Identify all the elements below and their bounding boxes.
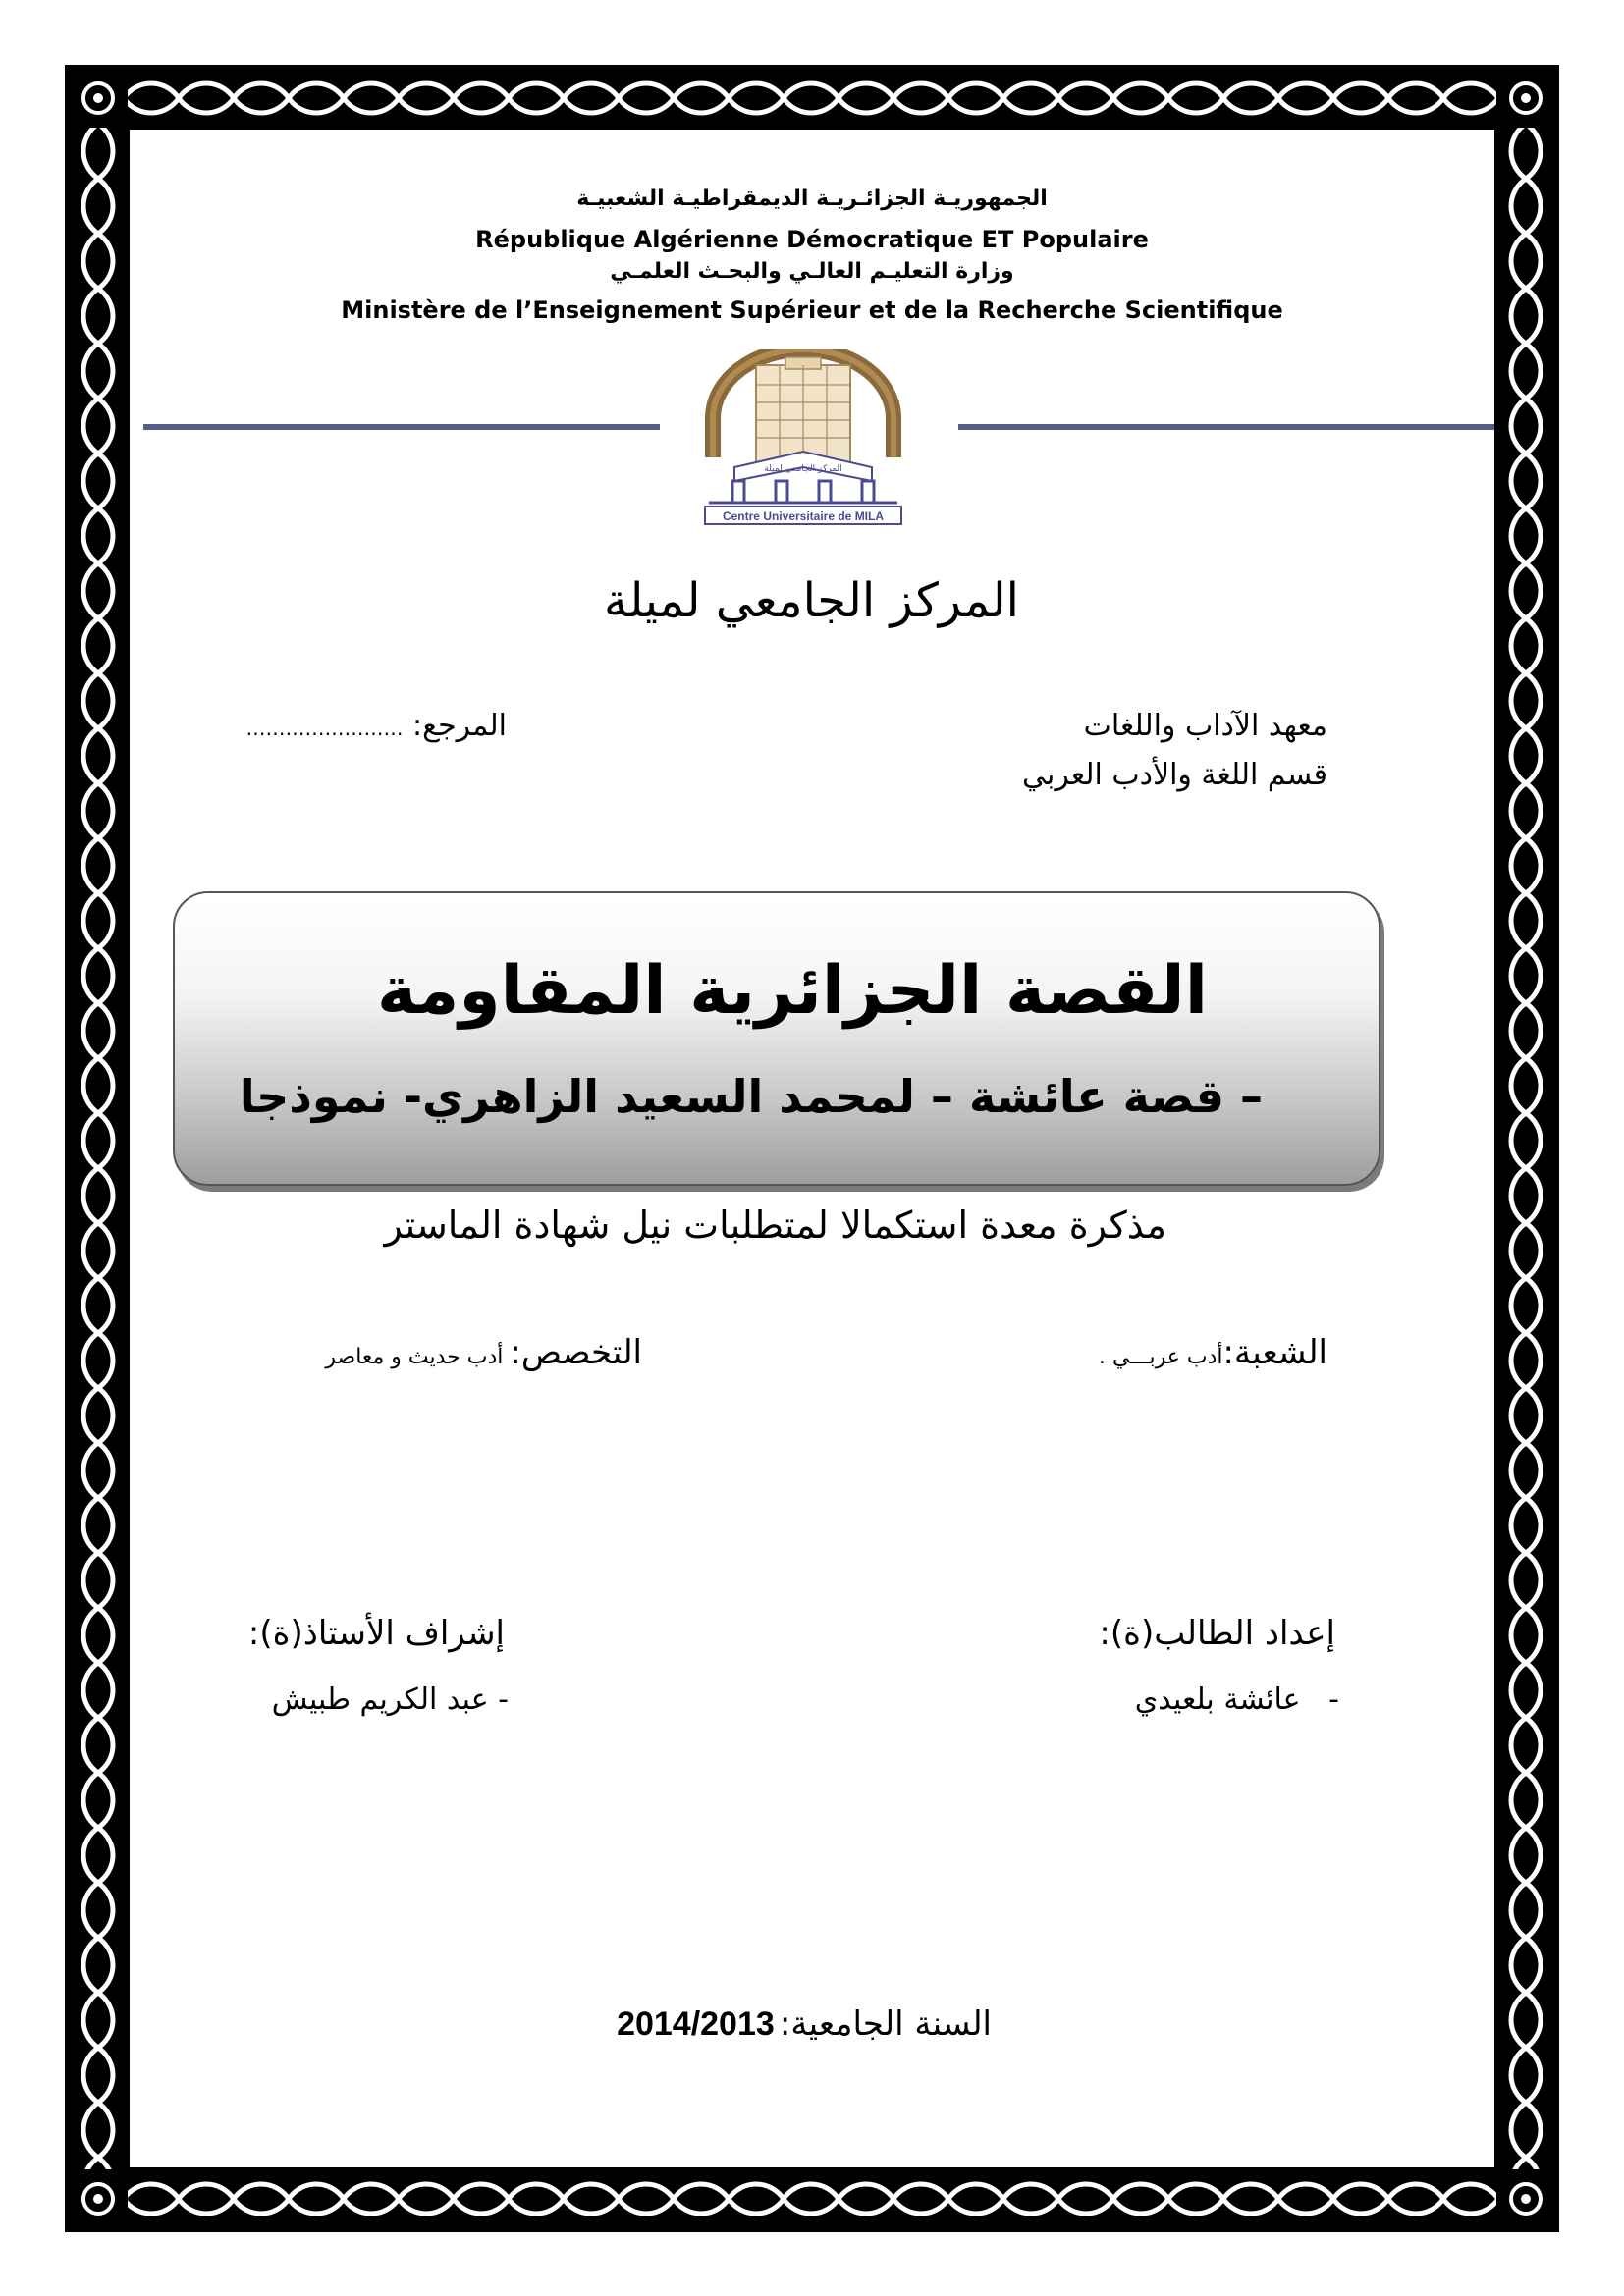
department-name: قسم اللغة والأدب العربي bbox=[1021, 758, 1327, 792]
corner-ornament-top-right bbox=[1496, 69, 1555, 128]
reference-field bbox=[245, 709, 507, 743]
student-entry bbox=[1135, 1682, 1339, 1717]
branch-field bbox=[1099, 1333, 1327, 1372]
republic-arabic: الجمهوريـة الجزائـريـة الديمقراطيـة الشعبيـة bbox=[576, 187, 1048, 211]
corner-ornament-bottom-right bbox=[1496, 2169, 1555, 2228]
academic-year-value: 2014/2013 bbox=[617, 2005, 775, 2043]
university-logo bbox=[695, 349, 911, 526]
header-rule-left bbox=[143, 424, 660, 430]
thesis-title-box bbox=[173, 891, 1380, 1186]
specialty-field bbox=[325, 1333, 642, 1372]
corner-ornament-bottom-left bbox=[69, 2169, 128, 2228]
thesis-subtitle: – قصة عائشة – لمحمد السعيد الزاهري- نموذجا bbox=[239, 1070, 1263, 1123]
border-chain-bottom bbox=[69, 2169, 1555, 2228]
specialty-value: أدب حديث و معاصر bbox=[325, 1345, 511, 1369]
thesis-purpose: مذكرة معدة استكمالا لمتطلبات نيل شهادة الماستر bbox=[384, 1203, 1166, 1247]
student-label: إعداد الطالب(ة): bbox=[1099, 1614, 1335, 1653]
branch-value: أدب عربـــي . bbox=[1098, 1345, 1223, 1369]
logo-inner-text: المركز الجامعي لميلة bbox=[764, 464, 842, 474]
thesis-title: القصة الجزائرية المقاومة bbox=[377, 952, 1208, 1030]
ministry-french: Ministère de l’Enseignement Supérieur et de la Recherche Scientifique bbox=[341, 296, 1283, 324]
border-chain-right bbox=[1496, 69, 1555, 2228]
institution-name: المركز الجامعي لميلة bbox=[604, 573, 1019, 628]
supervisor-name: - عبد الكريم طبيش bbox=[271, 1682, 509, 1717]
corner-ornament-top-left bbox=[69, 69, 128, 128]
logo-caption: Centre Universitaire de MILA bbox=[722, 509, 885, 523]
academic-year-label: السنة الجامعية: bbox=[779, 2004, 992, 2044]
student-dash: - bbox=[1328, 1682, 1339, 1717]
ministry-arabic: وزارة التعليـم العالـي والبحـث العلمـي bbox=[610, 259, 1014, 284]
academic-year bbox=[617, 2004, 992, 2044]
specialty-label: التخصص: bbox=[510, 1333, 642, 1372]
reference-value: …………………… bbox=[245, 717, 404, 740]
student-name: عائشة بلعيدي bbox=[1134, 1682, 1301, 1717]
reference-label: المرجع: bbox=[412, 709, 507, 743]
header-rule-right bbox=[958, 424, 1494, 430]
border-chain-top bbox=[69, 69, 1555, 128]
border-chain-left bbox=[69, 69, 128, 2228]
institute-name: معهد الآداب واللغات bbox=[1083, 709, 1327, 743]
republic-french: République Algérienne Démocratique ET Populaire bbox=[475, 226, 1149, 253]
supervisor-label: إشراف الأستاذ(ة): bbox=[247, 1614, 505, 1653]
branch-label: الشعبة: bbox=[1222, 1333, 1327, 1372]
